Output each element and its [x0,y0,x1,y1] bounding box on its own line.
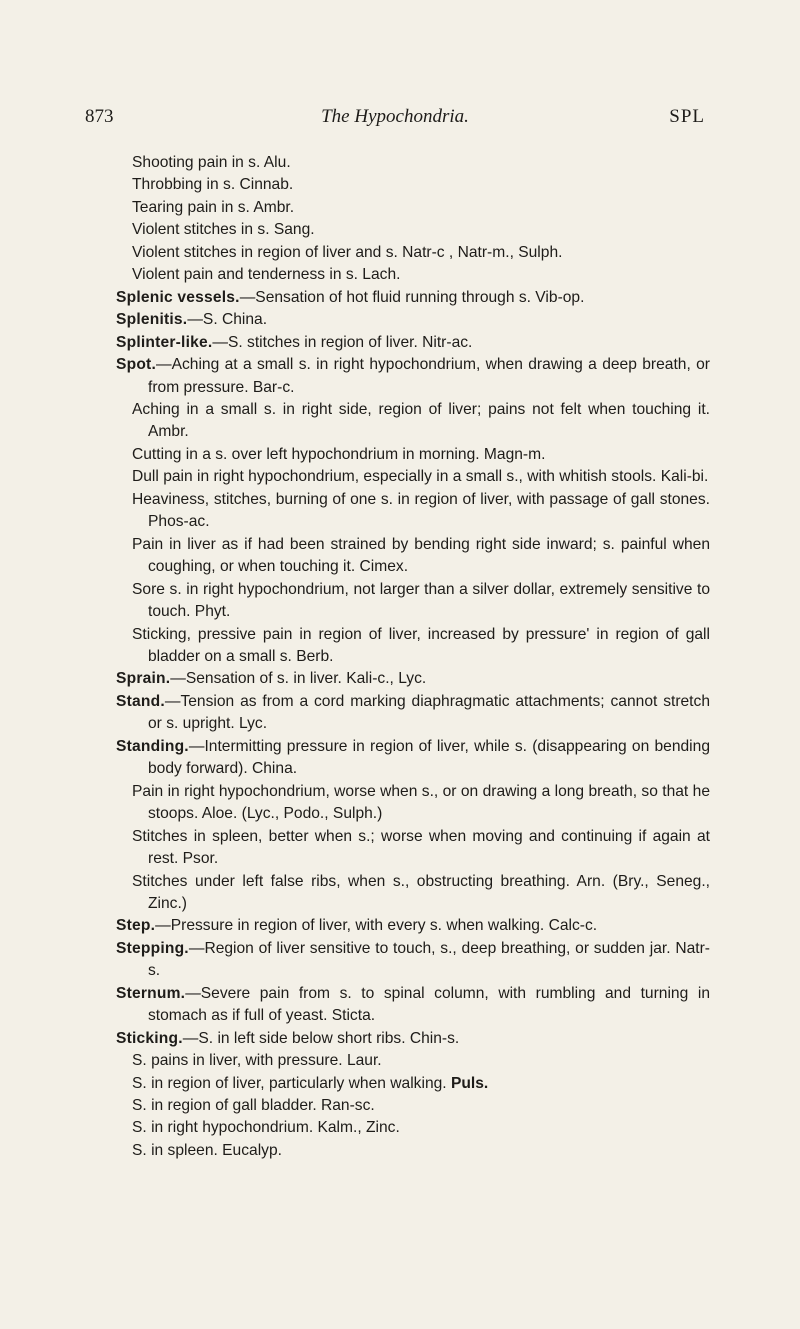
rubric-heading: Splinter-like. [116,333,213,351]
rubric-text: Pain in right hypochondrium, worse when s., or on drawing a long breath, so that he stoops. Aloe. (Lyc., Podo., Sulph.) [132,782,710,823]
rubric-text: Tearing pain in s. Ambr. [132,198,295,216]
rubric-heading: Step. [116,917,156,935]
rubric-heading: Stand. [116,692,165,710]
rubric-text: S. pains in liver, with pressure. Laur. [132,1052,382,1070]
rubric-text: Violent stitches in s. Sang. [132,221,315,239]
rubric-text: Cutting in a s. over left hypochondrium in morning. Magn-m. [132,445,546,463]
sub-rubric-entry [132,781,710,826]
rubric-text: S. in region of gall bladder. Ran-sc. [132,1097,375,1115]
rubric-text: —Severe pain from s. to spinal column, with rumbling and turning in stomach as if full of yeast. Sticta. [148,984,710,1025]
rubric-text: Shooting pain in s. Alu. [132,154,291,171]
sub-rubric-entry [132,1073,710,1095]
rubric-text: Dull pain in right hypochondrium, especially in a small s., with whitish stools. Kali-bi. [132,468,709,486]
rubric-text: —S. in left side below short ribs. Chin-s. [182,1029,460,1047]
sub-rubric-entry [132,1095,710,1117]
rubric-text: —Pressure in region of liver, with every s. when walking. Calc-c. [155,917,598,935]
section-label: SPL [669,106,705,127]
rubric-text: —Tension as from a cord marking diaphragmatic attachments; cannot stretch or s. upright. Lyc. [148,692,710,733]
rubric-text: Stitches in spleen, better when s.; worse when moving and continuing if again at rest. Psor. [132,827,710,868]
sub-rubric-entry [132,534,710,579]
rubric-text: S. in spleen. Eucalyp. [132,1141,282,1159]
rubric-heading: Splenic vessels. [116,288,240,306]
rubric-heading: Sticking. [116,1029,183,1047]
rubric-entry [116,736,710,781]
rubric-entry [116,309,710,331]
sub-rubric-entry [132,624,710,669]
sub-rubric-entry [132,399,710,444]
rubric-entry [116,668,710,690]
rubric-heading: Stepping. [116,939,189,957]
rubric-text: —Region of liver sensitive to touch, s., deep breathing, or sudden jar. Natr-s. [148,939,710,980]
sub-rubric-entry [132,489,710,534]
rubric-text: Stitches under left false ribs, when s., obstructing breathing. Arn. (Bry., Seneg., Zinc.) [132,872,710,912]
rubric-text: Violent stitches in region of liver and s. Natr-c , Natr-m., Sulph. [132,243,563,261]
sub-rubric-entry [132,174,710,196]
rubric-text: —Sensation of hot fluid running through s. Vib-op. [239,288,585,306]
rubric-heading: Sprain. [116,670,171,688]
sub-rubric-entry [132,1050,710,1072]
sub-rubric-entry [132,264,710,286]
rubric-text: —Sensation of s. in liver. Kali-c., Lyc. [170,670,427,688]
rubric-heading: Standing. [116,737,189,755]
rubric-text: Violent pain and tenderness in s. Lach. [132,266,401,284]
rubric-text: Throbbing in s. Cinnab. [132,176,294,194]
sub-rubric-entry [132,826,710,871]
rubric-text: —S. stitches in region of liver. Nitr-ac. [212,333,473,351]
rubric-text: —Intermitting pressure in region of liver, while s. (disappearing on bending body forward). China. [148,737,710,778]
rubric-heading: Splenitis. [116,311,188,329]
rubric-text: S. in region of liver, particularly when walking. [132,1074,451,1092]
sub-rubric-entry [132,444,710,466]
sub-rubric-entry [132,197,710,219]
sub-rubric-entry [132,242,710,264]
running-title: The Hypochondria. [321,106,469,127]
remedy-emphasis: Puls. [450,1074,489,1092]
rubric-entry [116,938,710,983]
rubric-entry [116,287,710,309]
running-header [85,106,705,136]
rubric-heading: Sternum. [116,984,186,1002]
rubric-text: Heaviness, stitches, burning of one s. in region of liver, with passage of gall stones. Phos-ac. [132,490,710,531]
rubric-heading: Spot. [116,356,156,374]
rubric-entry [116,354,710,399]
rubric-entry [116,332,710,354]
sub-rubric-entry [132,466,710,488]
rubric-entry [116,983,710,1028]
sub-rubric-entry [132,871,710,916]
rubric-text: Sticking, pressive pain in region of liver, increased by pressure' in region of gall bladder on a small s. Berb. [132,625,710,665]
rubric-entry [116,1028,710,1050]
sub-rubric-entry [132,1140,710,1162]
rubric-entry [116,915,710,937]
rubric-text: Sore s. in right hypochondrium, not larger than a silver dollar, extremely sensitive to touch. Phyt. [132,580,710,621]
sub-rubric-entry [132,579,710,624]
sub-rubric-entry [132,1117,710,1139]
rubric-text: —Aching at a small s. in right hypochondrium, when drawing a deep breath, or from pressure. Bar-c. [148,356,710,396]
page-number: 873 [85,106,114,127]
rubric-text: Aching in a small s. in right side, region of liver; pains not felt when touching it. Ambr. [132,400,710,441]
rubric-text: S. in right hypochondrium. Kalm., Zinc. [132,1119,400,1137]
rubric-text: Pain in liver as if had been strained by bending right side inward; s. painful when coughing, or when touching it. Cimex. [132,535,710,576]
rubric-entry [116,691,710,736]
rubric-text: —S. China. [187,311,268,329]
repertory-entries [116,152,710,1162]
sub-rubric-entry [132,152,710,174]
sub-rubric-entry [132,219,710,241]
